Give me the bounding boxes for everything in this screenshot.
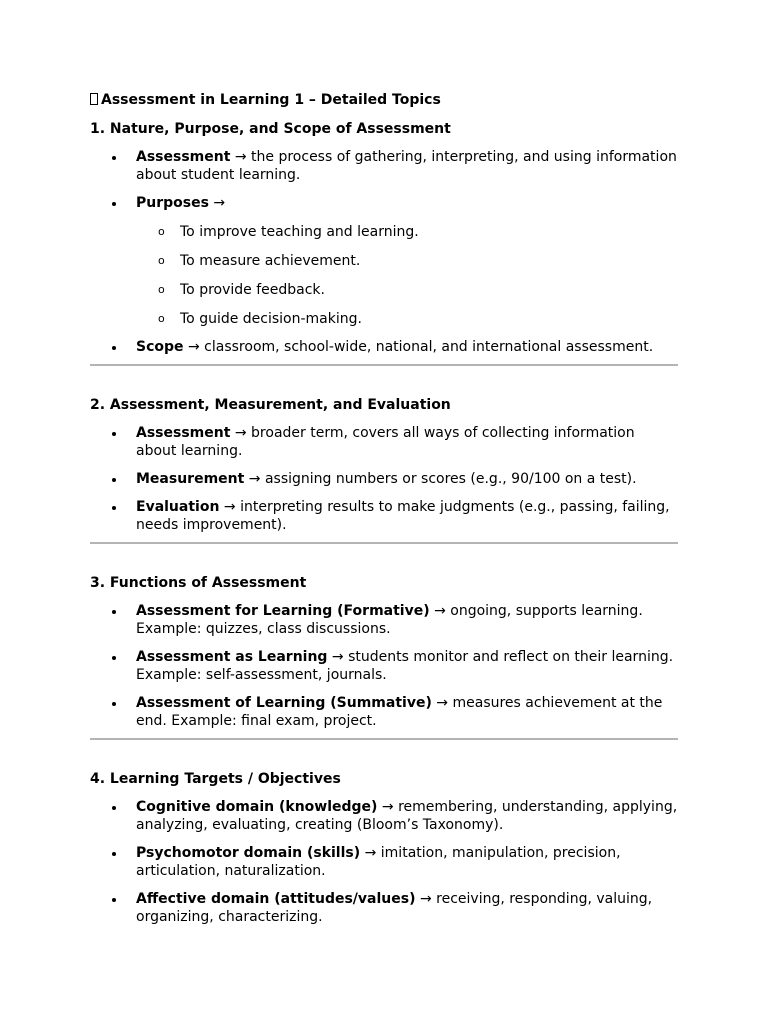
arrow-icon: → (419, 891, 432, 907)
item-term: Psychomotor domain (skills) (136, 845, 361, 861)
bullet-list (90, 148, 678, 356)
arrow-icon: → (187, 339, 200, 355)
section-3 (90, 574, 678, 740)
item-description: classroom, school-wide, national, and international assessment. (204, 339, 654, 355)
bullet-icon (112, 506, 116, 510)
item-term: Assessment for Learning (Formative) (136, 603, 430, 619)
bullet-icon (112, 432, 116, 436)
list-item (90, 424, 678, 460)
item-description: remembering, understanding, applying, analyzing, evaluating, creating (Bloom’s Taxonomy). (136, 799, 678, 833)
horizontal-rule (90, 738, 678, 740)
missing-glyph-icon (90, 93, 98, 105)
circle-bullet-icon: o (158, 225, 165, 238)
section-heading: 3. Functions of Assessment (90, 575, 307, 591)
bullet-icon (112, 806, 116, 810)
bullet-icon (112, 202, 116, 206)
item-description: ongoing, supports learning. Example: quizzes, class discussions. (136, 603, 643, 637)
sub-list-item (90, 310, 678, 328)
section-2 (90, 396, 678, 544)
bullet-icon (112, 610, 116, 614)
bullet-icon (112, 346, 116, 350)
sub-item-text: To measure achievement. (180, 253, 361, 269)
list-item (90, 194, 678, 328)
bullet-icon (112, 898, 116, 902)
item-term: Scope (136, 339, 184, 355)
sub-list (90, 223, 678, 328)
item-term: Evaluation (136, 499, 220, 515)
arrow-icon: → (331, 649, 344, 665)
arrow-icon: → (234, 149, 247, 165)
bullet-list (90, 798, 678, 926)
section-1 (90, 120, 678, 366)
item-term: Purposes (136, 195, 209, 211)
arrow-icon: → (381, 799, 394, 815)
section-heading: 1. Nature, Purpose, and Scope of Assessment (90, 121, 451, 137)
item-description: measures achievement at the end. Example: final exam, project. (136, 695, 663, 729)
arrow-icon: → (434, 603, 446, 619)
horizontal-rule (90, 364, 678, 366)
bullet-icon (112, 656, 116, 660)
item-term: Assessment of Learning (Summative) (136, 695, 432, 711)
item-description: interpreting results to make judgments (e.g., passing, failing, needs improvement). (136, 499, 670, 533)
item-description: broader term, covers all ways of collecting information about learning. (136, 425, 635, 459)
bullet-icon (112, 702, 116, 706)
item-term: Assessment (136, 425, 231, 441)
list-item (90, 694, 678, 730)
circle-bullet-icon: o (158, 254, 165, 267)
item-description: receiving, responding, valuing, organizing, characterizing. (136, 891, 653, 925)
circle-bullet-icon: o (158, 312, 165, 325)
section-heading: 2. Assessment, Measurement, and Evaluation (90, 397, 451, 413)
sub-item-text: To provide feedback. (180, 282, 325, 298)
item-term: Affective domain (attitudes/values) (136, 891, 416, 907)
item-term: Measurement (136, 471, 245, 487)
arrow-icon: → (364, 845, 377, 861)
bullet-icon (112, 478, 116, 482)
arrow-icon: → (234, 425, 247, 441)
bullet-list (90, 602, 678, 730)
arrow-icon: → (248, 471, 261, 487)
bullet-list (90, 424, 678, 534)
item-description: students monitor and reflect on their learning. Example: self-assessment, journals. (136, 649, 674, 683)
document-title: Assessment in Learning 1 – Detailed Topics (90, 91, 678, 110)
arrow-icon: → (436, 695, 449, 711)
sub-list-item (90, 223, 678, 241)
item-description: the process of gathering, interpreting, and using information about student learning. (136, 149, 677, 183)
sub-item-text: To improve teaching and learning. (180, 224, 419, 240)
item-term: Assessment (136, 149, 231, 165)
list-item (90, 470, 678, 488)
item-term: Assessment as Learning (136, 649, 328, 665)
circle-bullet-icon: o (158, 283, 165, 296)
list-item (90, 498, 678, 534)
document-page (90, 91, 678, 926)
sub-list-item (90, 252, 678, 270)
list-item (90, 890, 678, 926)
list-item (90, 648, 678, 684)
list-item (90, 798, 678, 834)
arrow-icon: → (213, 195, 226, 211)
horizontal-rule (90, 542, 678, 544)
list-item (90, 844, 678, 880)
list-item (90, 602, 678, 638)
bullet-icon (112, 156, 116, 160)
bullet-icon (112, 852, 116, 856)
arrow-icon: → (223, 499, 236, 515)
item-description: imitation, manipulation, precision, articulation, naturalization. (136, 845, 621, 879)
section-4 (90, 770, 678, 926)
document-body (90, 120, 678, 926)
sub-list-item (90, 281, 678, 299)
item-term: Cognitive domain (knowledge) (136, 799, 378, 815)
list-item (90, 148, 678, 184)
section-heading: 4. Learning Targets / Objectives (90, 771, 341, 787)
list-item (90, 338, 678, 356)
item-description: assigning numbers or scores (e.g., 90/100 on a test). (264, 471, 637, 487)
sub-item-text: To guide decision-making. (180, 311, 362, 327)
